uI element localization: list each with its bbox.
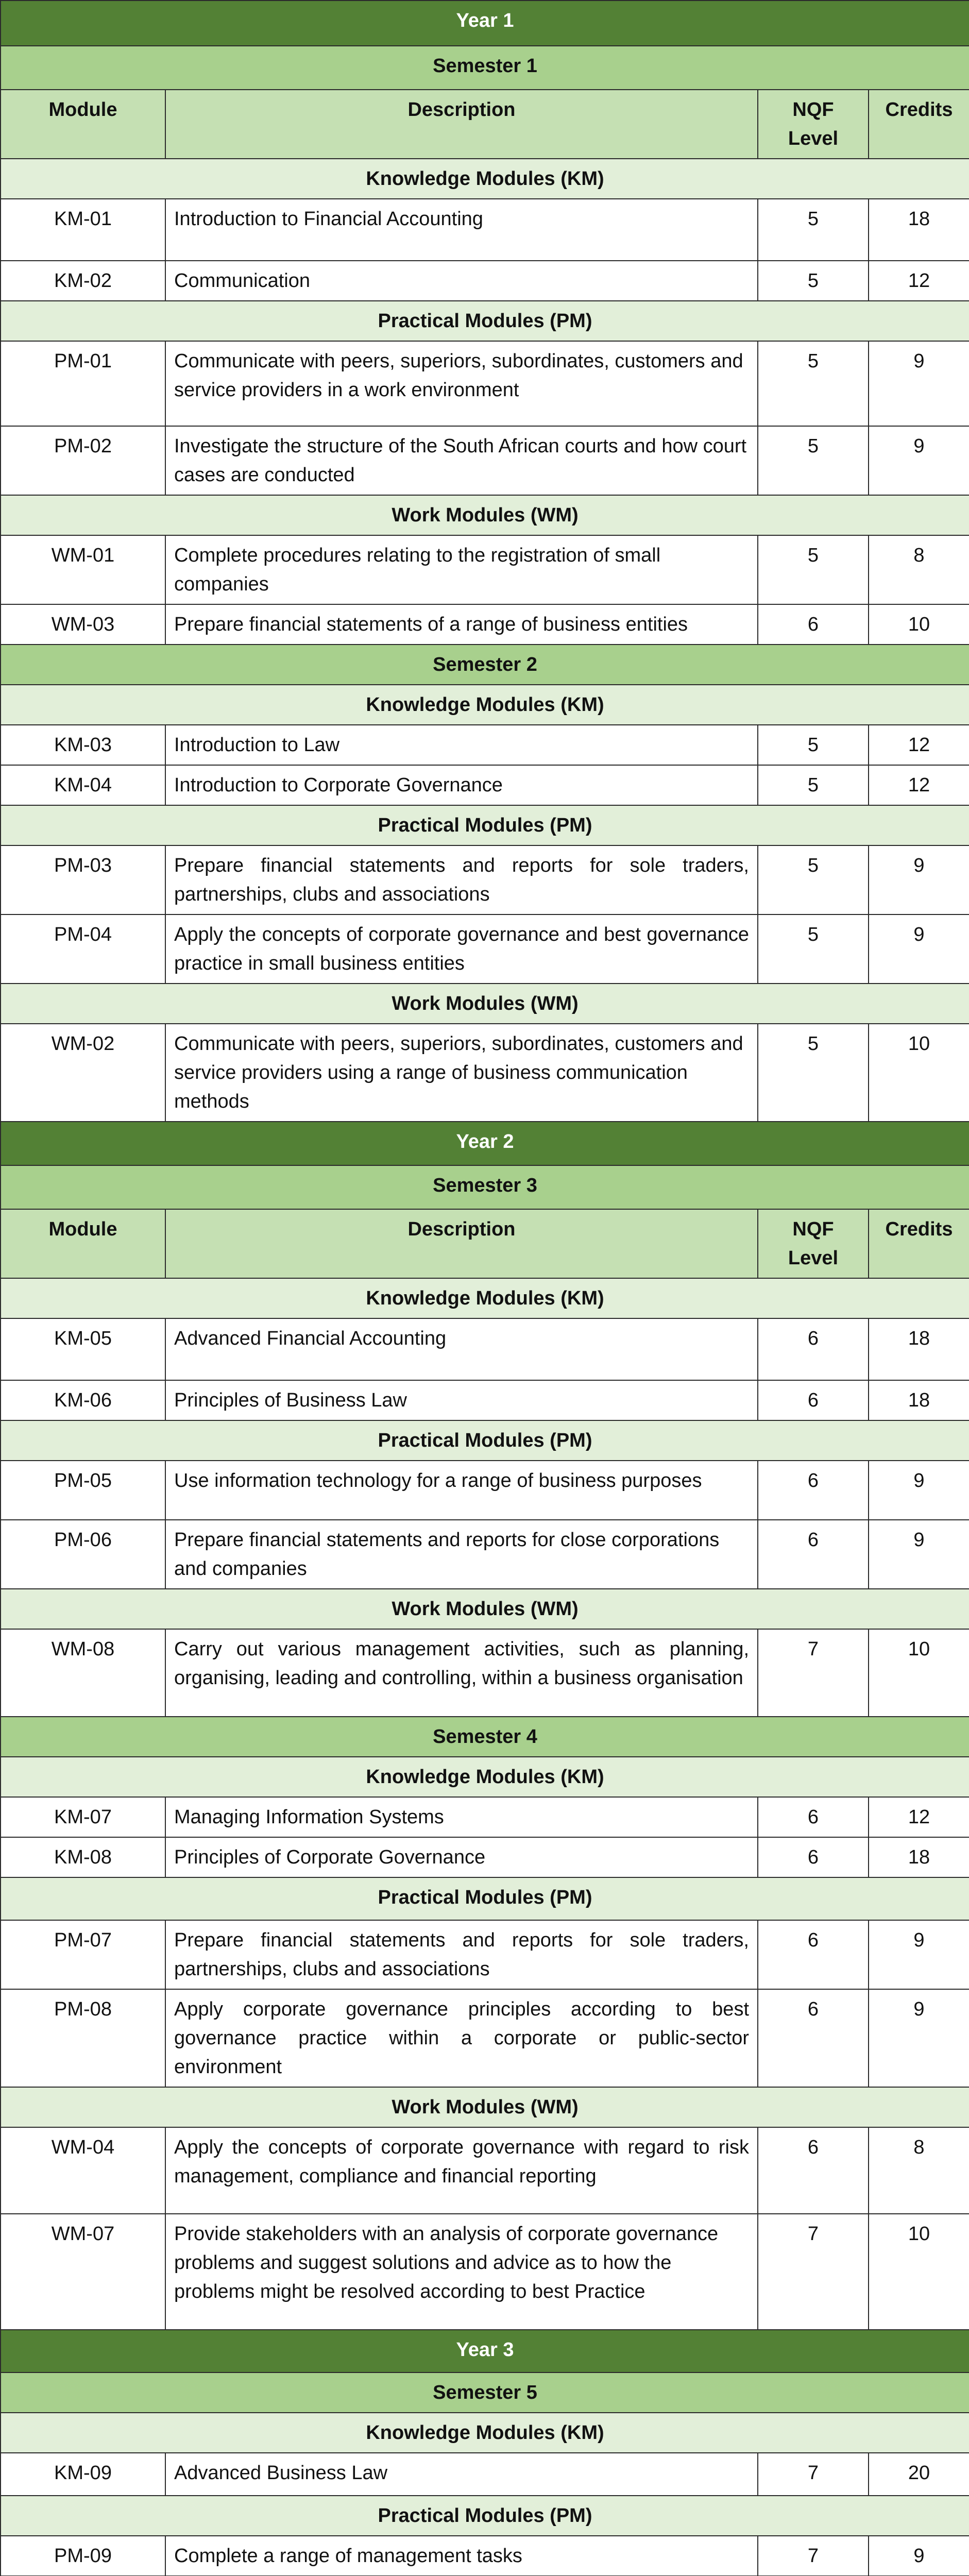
module-row xyxy=(1,725,969,765)
module-group-heading: Work Modules (WM) xyxy=(1,1589,969,1629)
module-nqf-level: 5 xyxy=(758,426,869,495)
module-description: Advanced Business Law xyxy=(165,2453,758,2496)
module-group-row xyxy=(1,1278,969,1318)
module-row xyxy=(1,1989,969,2087)
module-description: Apply the concepts of corporate governance and best governance practice in small business entities xyxy=(165,914,758,984)
module-credits: 12 xyxy=(869,1797,969,1837)
curriculum-body xyxy=(1,1,969,2576)
semester-heading: Semester 4 xyxy=(1,1717,969,1757)
module-description: Communicate with peers, superiors, subordinates, customers and service providers using a range of business communication methods xyxy=(165,1024,758,1122)
module-nqf-level: 7 xyxy=(758,2453,869,2496)
year-row xyxy=(1,1,969,46)
module-nqf-level: 6 xyxy=(758,1318,869,1380)
module-group-heading: Knowledge Modules (KM) xyxy=(1,685,969,725)
module-credits: 20 xyxy=(869,2453,969,2496)
module-group-row xyxy=(1,685,969,725)
module-code: PM-01 xyxy=(1,341,165,426)
module-group-row xyxy=(1,1757,969,1797)
module-group-row xyxy=(1,159,969,199)
module-row xyxy=(1,1024,969,1122)
module-nqf-level: 6 xyxy=(758,604,869,645)
module-row xyxy=(1,604,969,645)
module-group-row xyxy=(1,495,969,535)
module-row xyxy=(1,765,969,805)
module-row xyxy=(1,2127,969,2214)
module-group-heading: Practical Modules (PM) xyxy=(1,301,969,341)
module-code: WM-03 xyxy=(1,604,165,645)
module-credits: 18 xyxy=(869,1318,969,1380)
module-row xyxy=(1,535,969,604)
col-header-module: Module xyxy=(1,1209,165,1278)
module-credits: 10 xyxy=(869,2214,969,2330)
module-row xyxy=(1,199,969,261)
module-code: PM-05 xyxy=(1,1461,165,1520)
module-row xyxy=(1,1520,969,1589)
module-row xyxy=(1,1461,969,1520)
module-code: WM-02 xyxy=(1,1024,165,1122)
module-description: Communication xyxy=(165,261,758,301)
module-nqf-level: 5 xyxy=(758,914,869,984)
module-row xyxy=(1,1797,969,1837)
module-description: Investigate the structure of the South African courts and how court cases are conducted xyxy=(165,426,758,495)
module-code: PM-09 xyxy=(1,2536,165,2576)
module-group-row xyxy=(1,301,969,341)
col-header-nqf-level: NQF Level xyxy=(758,90,869,159)
module-code: KM-06 xyxy=(1,1380,165,1420)
module-code: KM-05 xyxy=(1,1318,165,1380)
module-code: KM-07 xyxy=(1,1797,165,1837)
column-header-row xyxy=(1,1209,969,1278)
module-row xyxy=(1,261,969,301)
module-group-heading: Knowledge Modules (KM) xyxy=(1,1278,969,1318)
semester-heading: Semester 3 xyxy=(1,1165,969,1209)
module-credits: 10 xyxy=(869,1629,969,1717)
module-code: PM-07 xyxy=(1,1920,165,1989)
module-code: PM-08 xyxy=(1,1989,165,2087)
module-group-heading: Practical Modules (PM) xyxy=(1,805,969,845)
module-credits: 9 xyxy=(869,1920,969,1989)
semester-heading: Semester 2 xyxy=(1,645,969,685)
module-row xyxy=(1,2214,969,2330)
module-nqf-level: 7 xyxy=(758,1629,869,1717)
module-credits: 9 xyxy=(869,341,969,426)
module-credits: 9 xyxy=(869,1989,969,2087)
col-header-nqf-level: NQF Level xyxy=(758,1209,869,1278)
semester-row xyxy=(1,46,969,90)
module-nqf-level: 5 xyxy=(758,341,869,426)
module-code: KM-04 xyxy=(1,765,165,805)
module-code: PM-06 xyxy=(1,1520,165,1589)
module-row xyxy=(1,1318,969,1380)
module-nqf-level: 5 xyxy=(758,1024,869,1122)
module-credits: 9 xyxy=(869,845,969,914)
module-nqf-level: 6 xyxy=(758,1989,869,2087)
module-nqf-level: 5 xyxy=(758,845,869,914)
module-group-heading: Work Modules (WM) xyxy=(1,2087,969,2127)
module-credits: 18 xyxy=(869,199,969,261)
col-header-credits: Credits xyxy=(869,90,969,159)
module-code: PM-03 xyxy=(1,845,165,914)
module-description: Complete procedures relating to the registration of small companies xyxy=(165,535,758,604)
module-credits: 9 xyxy=(869,1461,969,1520)
module-nqf-level: 6 xyxy=(758,1520,869,1589)
module-row xyxy=(1,845,969,914)
module-row xyxy=(1,426,969,495)
module-description: Complete a range of management tasks xyxy=(165,2536,758,2576)
module-nqf-level: 6 xyxy=(758,1797,869,1837)
semester-row xyxy=(1,2372,969,2413)
year-heading: Year 3 xyxy=(1,2330,969,2372)
module-code: KM-01 xyxy=(1,199,165,261)
module-group-row xyxy=(1,1877,969,1920)
module-credits: 10 xyxy=(869,604,969,645)
module-credits: 12 xyxy=(869,725,969,765)
module-group-heading: Work Modules (WM) xyxy=(1,495,969,535)
module-credits: 18 xyxy=(869,1837,969,1877)
module-description: Introduction to Corporate Governance xyxy=(165,765,758,805)
module-code: WM-01 xyxy=(1,535,165,604)
module-description: Carry out various management activities, such as planning, organising, leading and controlling, within a business organisation xyxy=(165,1629,758,1717)
module-nqf-level: 6 xyxy=(758,1837,869,1877)
module-group-row xyxy=(1,1589,969,1629)
module-group-heading: Practical Modules (PM) xyxy=(1,1877,969,1920)
module-description: Principles of Corporate Governance xyxy=(165,1837,758,1877)
module-code: WM-08 xyxy=(1,1629,165,1717)
module-group-row xyxy=(1,984,969,1024)
col-header-description: Description xyxy=(165,90,758,159)
module-row xyxy=(1,341,969,426)
module-group-row xyxy=(1,1420,969,1461)
module-nqf-level: 5 xyxy=(758,199,869,261)
module-credits: 9 xyxy=(869,426,969,495)
column-header-row xyxy=(1,90,969,159)
module-nqf-level: 7 xyxy=(758,2214,869,2330)
module-description: Advanced Financial Accounting xyxy=(165,1318,758,1380)
module-nqf-level: 6 xyxy=(758,1380,869,1420)
module-group-heading: Practical Modules (PM) xyxy=(1,1420,969,1461)
module-group-heading: Knowledge Modules (KM) xyxy=(1,159,969,199)
module-group-heading: Knowledge Modules (KM) xyxy=(1,2413,969,2453)
module-group-row xyxy=(1,805,969,845)
module-description: Principles of Business Law xyxy=(165,1380,758,1420)
module-group-heading: Practical Modules (PM) xyxy=(1,2496,969,2536)
module-nqf-level: 6 xyxy=(758,2127,869,2214)
module-nqf-level: 5 xyxy=(758,535,869,604)
module-description: Prepare financial statements and reports for close corporations and companies xyxy=(165,1520,758,1589)
module-row xyxy=(1,1380,969,1420)
module-nqf-level: 6 xyxy=(758,1920,869,1989)
module-credits: 12 xyxy=(869,261,969,301)
module-group-heading: Knowledge Modules (KM) xyxy=(1,1757,969,1797)
year-row xyxy=(1,1122,969,1165)
module-row xyxy=(1,2536,969,2576)
module-nqf-level: 7 xyxy=(758,2536,869,2576)
module-group-row xyxy=(1,2496,969,2536)
module-nqf-level: 6 xyxy=(758,1461,869,1520)
module-code: KM-08 xyxy=(1,1837,165,1877)
module-description: Communicate with peers, superiors, subordinates, customers and service providers in a work environment xyxy=(165,341,758,426)
module-credits: 9 xyxy=(869,914,969,984)
semester-row xyxy=(1,1165,969,1209)
module-code: WM-04 xyxy=(1,2127,165,2214)
module-description: Apply corporate governance principles according to best governance practice within a corporate or public-sector environment xyxy=(165,1989,758,2087)
module-credits: 10 xyxy=(869,1024,969,1122)
module-description: Introduction to Financial Accounting xyxy=(165,199,758,261)
module-group-row xyxy=(1,2413,969,2453)
module-code: PM-04 xyxy=(1,914,165,984)
module-credits: 9 xyxy=(869,1520,969,1589)
module-nqf-level: 5 xyxy=(758,261,869,301)
module-group-row xyxy=(1,2087,969,2127)
module-description: Prepare financial statements and reports for sole traders, partnerships, clubs and associations xyxy=(165,845,758,914)
module-code: PM-02 xyxy=(1,426,165,495)
module-description: Provide stakeholders with an analysis of corporate governance problems and suggest solutions and advice as to how the problems might be resolved according to best Practice xyxy=(165,2214,758,2330)
col-header-description: Description xyxy=(165,1209,758,1278)
module-credits: 9 xyxy=(869,2536,969,2576)
semester-heading: Semester 5 xyxy=(1,2372,969,2413)
year-row xyxy=(1,2330,969,2372)
module-credits: 8 xyxy=(869,2127,969,2214)
module-row xyxy=(1,2453,969,2496)
semester-row xyxy=(1,645,969,685)
semester-row xyxy=(1,1717,969,1757)
module-code: KM-03 xyxy=(1,725,165,765)
col-header-credits: Credits xyxy=(869,1209,969,1278)
semester-heading: Semester 1 xyxy=(1,46,969,90)
module-description: Use information technology for a range of business purposes xyxy=(165,1461,758,1520)
col-header-module: Module xyxy=(1,90,165,159)
year-heading: Year 2 xyxy=(1,1122,969,1165)
module-description: Apply the concepts of corporate governance with regard to risk management, compliance and financial reporting xyxy=(165,2127,758,2214)
module-nqf-level: 5 xyxy=(758,725,869,765)
module-nqf-level: 5 xyxy=(758,765,869,805)
module-description: Prepare financial statements and reports for sole traders, partnerships, clubs and associations xyxy=(165,1920,758,1989)
module-description: Managing Information Systems xyxy=(165,1797,758,1837)
module-credits: 8 xyxy=(869,535,969,604)
module-row xyxy=(1,1920,969,1989)
module-description: Prepare financial statements of a range of business entities xyxy=(165,604,758,645)
module-description: Introduction to Law xyxy=(165,725,758,765)
module-code: KM-02 xyxy=(1,261,165,301)
module-credits: 12 xyxy=(869,765,969,805)
module-row xyxy=(1,914,969,984)
year-heading: Year 1 xyxy=(1,1,969,46)
module-row xyxy=(1,1629,969,1717)
module-group-heading: Work Modules (WM) xyxy=(1,984,969,1024)
module-credits: 18 xyxy=(869,1380,969,1420)
module-row xyxy=(1,1837,969,1877)
module-code: KM-09 xyxy=(1,2453,165,2496)
module-code: WM-07 xyxy=(1,2214,165,2330)
